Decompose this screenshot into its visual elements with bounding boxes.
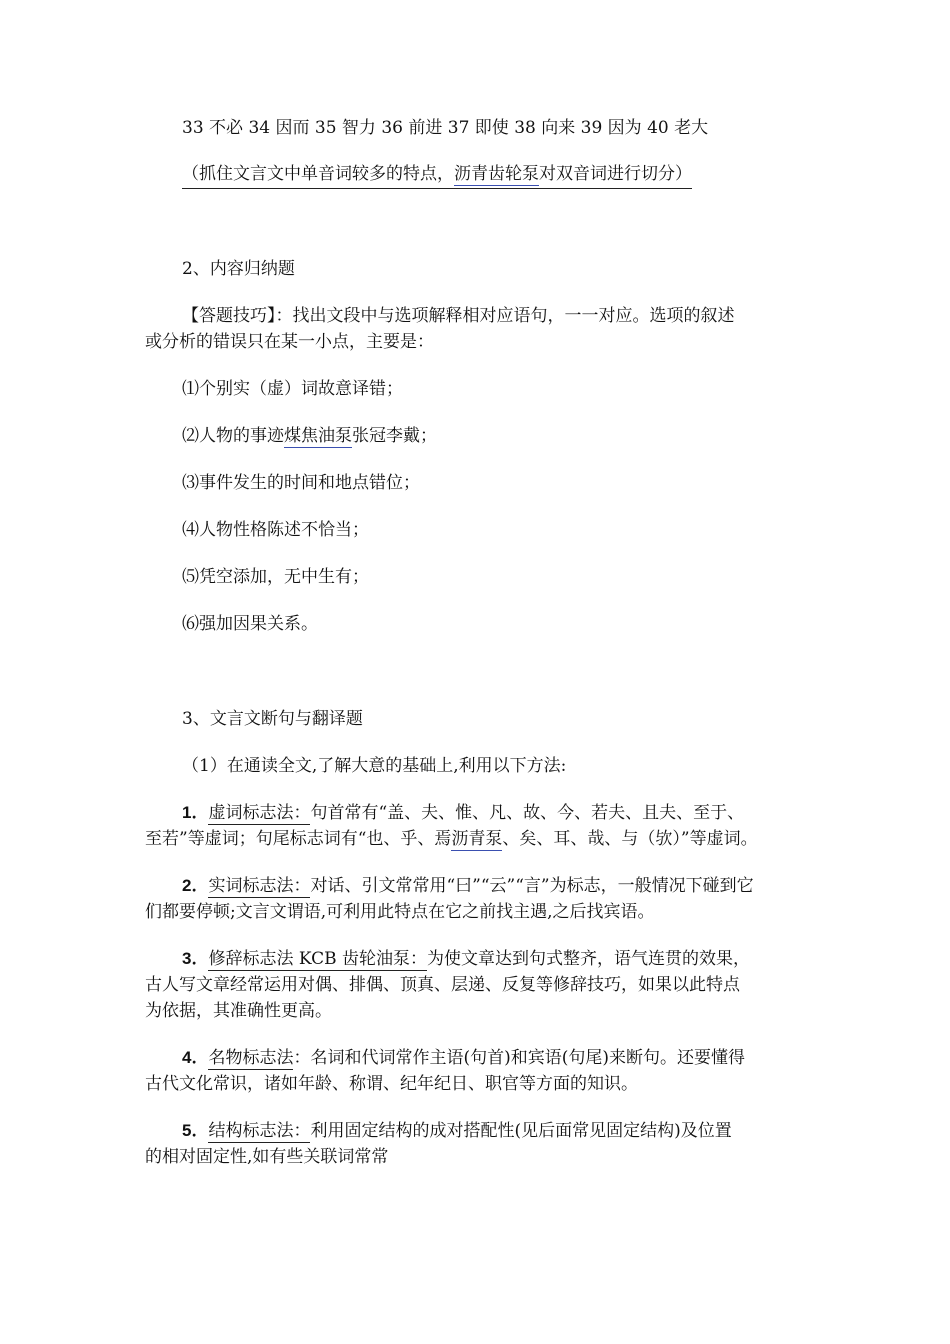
- tip-label: 【答题技巧】: [182, 306, 276, 326]
- method2-line1: [182, 873, 754, 899]
- method3-number: 3．: [182, 949, 209, 968]
- method3-line1: [182, 946, 750, 972]
- method3-text1: 为使文章达到句式整齐，语气连贯的效果，: [427, 949, 751, 969]
- section2-tip-line1: [182, 303, 735, 329]
- method3-line2: 古人写文章经常运用对偶、排偶、顶真、层递、反复等修辞技巧，如果以此特点: [145, 975, 740, 995]
- section2-tip-line2: 或分析的错误只在某一小点，主要是：: [145, 332, 434, 352]
- note-text-pre: （抓住文言文中单音词较多的特点，: [182, 164, 454, 184]
- method1-text2-post: 、矣、耳、哉、与（欤）”等虚词。: [502, 829, 758, 849]
- method3-line3: 为依据，其准确性更高。: [145, 1001, 332, 1021]
- method5-label: 结构标志法：: [208, 1121, 311, 1141]
- section2-item-1: ⑴个别实（虚）词故意译错；: [182, 379, 403, 399]
- method2-text1: 对话、引文常常用“曰”“云”“言”为标志，一般情况下碰到它: [310, 876, 754, 896]
- section2-heading: 2、内容归纳题: [182, 259, 295, 279]
- section2-item-3: ⑶事件发生的时间和地点错位；: [182, 473, 420, 493]
- method4-number: 4．: [182, 1048, 209, 1067]
- section2-item-6: ⑹强加因果关系。: [182, 614, 318, 634]
- method1-line2: [145, 826, 758, 852]
- method5-text1: 利用固定结构的成对搭配性(见后面常见固定结构)及位置: [310, 1121, 732, 1141]
- method1-label: 虚词标志法：: [208, 803, 311, 823]
- method3-label: 修辞标志法 KCB 齿轮油泵：: [208, 949, 428, 969]
- answer-list-line: 33 不必 34 因而 35 智力 36 前进 37 即使 38 向来 39 因为 40 老大: [182, 118, 709, 138]
- method1-text1: 句首常有“盖、夫、惟、凡、故、今、若夫、且夫、至于、: [310, 803, 745, 823]
- method1-link[interactable]: 沥青泵: [451, 829, 503, 849]
- item2-link[interactable]: 煤焦油泵: [284, 426, 352, 446]
- item2-pre: ⑵人物的事迹: [182, 426, 284, 446]
- method5-line2: 的相对固定性,如有些关联词常常: [145, 1147, 389, 1167]
- section2-item-5: ⑸凭空添加，无中生有；: [182, 567, 369, 587]
- method4-line1: [182, 1045, 745, 1071]
- note-line: [182, 161, 692, 189]
- tip-text-1: ：找出文段中与选项解释相对应语句，一一对应。选项的叙述: [275, 306, 735, 326]
- method2-number: 2．: [182, 876, 209, 895]
- section2-item-4: ⑷人物性格陈述不恰当；: [182, 520, 369, 540]
- method4-text1: ：名词和代词常作主语(句首)和宾语(句尾)来断句。还要懂得: [293, 1048, 745, 1068]
- method4-line2: 古代文化常识，诸如年龄、称谓、纪年纪日、职官等方面的知识。: [145, 1074, 638, 1094]
- method4-label: 名物标志法: [208, 1048, 294, 1068]
- method5-number: 5．: [182, 1121, 209, 1140]
- section3-heading: 3、文言文断句与翻译题: [182, 709, 363, 729]
- method1-number: 1．: [182, 803, 209, 822]
- method2-line2: 们都要停顿;文言文谓语,可利用此特点在它之前找主遇,之后找宾语。: [145, 902, 655, 922]
- method5-line1: [182, 1118, 732, 1144]
- section2-item-2: [182, 423, 437, 449]
- note-text-post: 对双音词进行切分）: [539, 164, 692, 184]
- method1-text2-pre: 至若”等虚词；句尾标志词有“也、乎、焉: [145, 829, 452, 849]
- method1-line1: [182, 800, 744, 826]
- note-link[interactable]: 沥青齿轮泵: [454, 164, 539, 184]
- method2-label: 实词标志法：: [208, 876, 311, 896]
- section3-sub1: （1）在通读全文,了解大意的基础上,利用以下方法:: [182, 756, 567, 776]
- item2-post: 张冠李戴；: [352, 426, 437, 446]
